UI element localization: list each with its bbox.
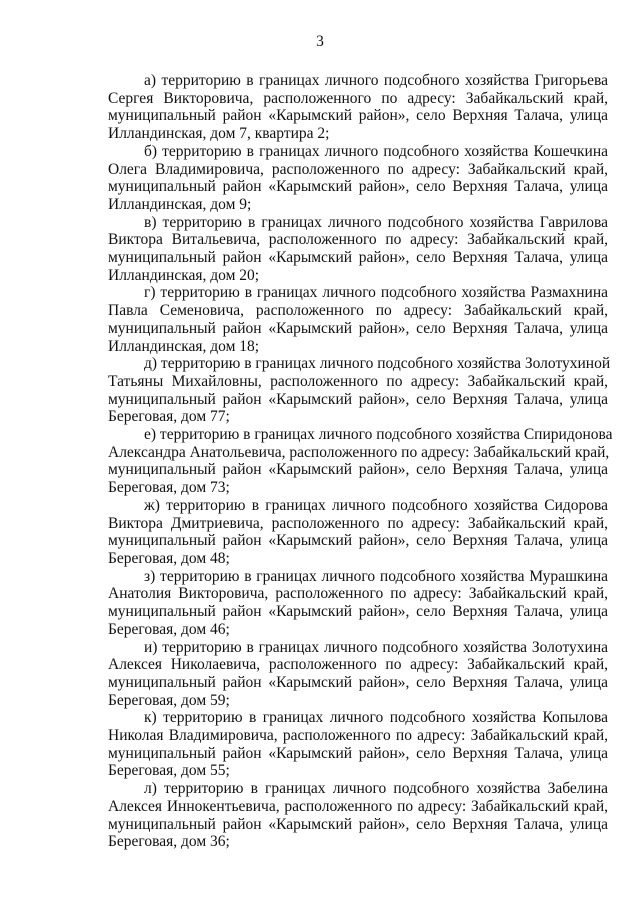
list-item <box>108 426 613 497</box>
list-item <box>108 143 608 214</box>
text-line: муниципальный район «Карымский район», село Верхняя Талача, улица <box>108 744 608 762</box>
text-line: муниципальный район «Карымский район», село Верхняя Талача, улица <box>108 178 608 196</box>
text-line: муниципальный район «Карымский район», село Верхняя Талача, улица <box>108 603 608 621</box>
text-line: г) территорию в границах личного подсобного хозяйства Размахнина <box>144 284 608 302</box>
text-line: Виктора Дмитриевича, расположенного по адресу: Забайкальский край, <box>108 514 608 532</box>
text-line: к) территорию в границах личного подсобного хозяйства Копылова <box>144 709 608 727</box>
text-line: Татьяны Михайловны, расположенного по адресу: Забайкальский край, <box>108 372 608 390</box>
text-line: муниципальный район «Карымский район», село Верхняя Талача, улица <box>108 319 608 337</box>
text-line: е) территорию в границах личного подсобного хозяйства Спиридонова <box>144 426 613 444</box>
text-line: Александра Анатольевича, расположенного по адресу: Забайкальский край, <box>108 443 610 461</box>
text-line: д) территорию в границах личного подсобного хозяйства Золотухиной <box>144 355 611 373</box>
list-item <box>108 780 608 851</box>
text-line: Илландинская, дом 20; <box>108 266 260 284</box>
text-line: Алексея Иннокентьевича, расположенного по адресу: Забайкальский край, <box>108 797 608 815</box>
text-line: Виктора Витальевича, расположенного по адресу: Забайкальский край, <box>108 231 608 249</box>
text-line: муниципальный район «Карымский район», село Верхняя Талача, улица <box>108 461 608 479</box>
text-line: Береговая, дом 36; <box>108 833 230 851</box>
list-item <box>108 355 611 426</box>
list-item <box>108 497 608 568</box>
text-line: Сергея Викторовича, расположенного по адресу: Забайкальский край, <box>108 89 608 107</box>
text-line: Илландинская, дом 9; <box>108 195 252 213</box>
text-line: Береговая, дом 55; <box>108 762 230 780</box>
text-line: а) территорию в границах личного подсобного хозяйства Григорьева <box>144 72 608 89</box>
text-line: муниципальный район «Карымский район», село Верхняя Талача, улица <box>108 107 608 125</box>
text-line: б) территорию в границах личного подсобного хозяйства Кошечкина <box>144 142 608 160</box>
text-line: Николая Владимировича, расположенного по адресу: Забайкальский край, <box>108 727 608 745</box>
text-line: муниципальный район «Карымский район», село Верхняя Талача, улица <box>108 673 608 691</box>
text-line: Анатолия Викторовича, расположенного по адресу: Забайкальский край, <box>108 585 608 603</box>
text-line: Алексея Николаевича, расположенного по адресу: Забайкальский край, <box>108 656 608 674</box>
text-line: Илландинская, дом 18; <box>108 337 260 355</box>
document-body <box>108 72 613 851</box>
text-line: Береговая, дом 46; <box>108 620 230 638</box>
text-line: з) территорию в границах личного подсобного хозяйства Мурашкина <box>144 567 608 585</box>
page-number: 3 <box>316 33 324 50</box>
text-line: л) территорию в границах личного подсобного хозяйства Забелина <box>144 780 608 798</box>
text-line: и) территорию в границах личного подсобного хозяйства Золотухина <box>144 638 608 656</box>
list-item <box>108 639 608 710</box>
list-item <box>108 72 608 143</box>
text-line: муниципальный район «Карымский район», село Верхняя Талача, улица <box>108 390 608 408</box>
list-item <box>108 568 608 639</box>
text-line: муниципальный район «Карымский район», село Верхняя Талача, улица <box>108 815 608 833</box>
text-line: Береговая, дом 73; <box>108 479 230 497</box>
list-item <box>108 709 608 780</box>
text-line: Береговая, дом 77; <box>108 408 230 426</box>
list-item <box>108 284 608 355</box>
text-line: муниципальный район «Карымский район», село Верхняя Талача, улица <box>108 532 608 550</box>
text-line: Береговая, дом 48; <box>108 549 230 567</box>
text-line: Илландинская, дом 7, квартира 2; <box>108 125 330 143</box>
text-line: Павла Семеновича, расположенного по адресу: Забайкальский край, <box>108 302 608 320</box>
text-line: муниципальный район «Карымский район», село Верхняя Талача, улица <box>108 249 608 267</box>
text-line: Береговая, дом 59; <box>108 691 230 709</box>
list-item <box>108 214 608 285</box>
text-line: ж) территорию в границах личного подсобного хозяйства Сидорова <box>144 496 608 514</box>
text-line: в) территорию в границах личного подсобного хозяйства Гаврилова <box>144 213 608 231</box>
text-line: Олега Владимировича, расположенного по адресу: Забайкальский край, <box>108 160 608 178</box>
